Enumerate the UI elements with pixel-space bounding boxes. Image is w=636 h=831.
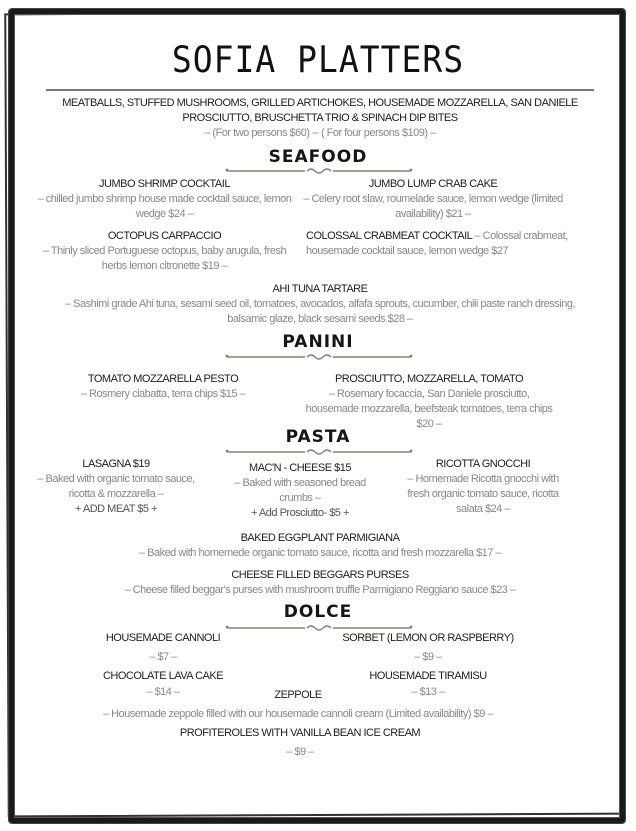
item-desc: – Housemade zeppole filled with our housemade cannoli cream (Limited availability) $9 –	[102, 708, 493, 720]
item-addon: + Add Prosciutto- $5 +	[251, 507, 349, 519]
item-name: PROFITEROLES WITH VANILLA BEAN ICE CREAM	[179, 727, 421, 739]
item-name: JUMBO SHRIMP COCKTAIL	[99, 178, 230, 190]
item-name: AHI TUNA TARTARE	[272, 283, 368, 295]
item-name: RICOTTA GNOCCHI	[435, 458, 531, 470]
item-name: LASAGNA $19	[82, 458, 150, 470]
menu-item-zeppole-name	[248, 688, 348, 703]
menu-item	[46, 568, 594, 598]
item-desc: – Baked with homemede organic tomato sauce, ricotta and fresh mozzarella $17 –	[138, 547, 502, 559]
item-name: HOUSEMADE CANNOLI	[105, 632, 221, 644]
item-desc: – Baked with seasoned bread crumbs –	[234, 477, 366, 504]
menu-item	[396, 457, 570, 517]
item-name: BAKED EGGPLANT PARMIGIANA	[240, 532, 400, 544]
item-price: – $13 –	[411, 686, 445, 698]
platter-items: MEATBALLS, STUFFED MUSHROOMS, GRILLED ARTICHOKES, HOUSEMADE MOZZARELLA, SAN DANIELE PROSCIUTTO, BRUSCHETTA TRIO & SPINACH DIP BITES	[62, 97, 578, 124]
section-heading-dolce: DOLCE	[283, 602, 353, 622]
item-desc: – Celery root slaw, roumelade sauce, lemon wedge (limited availability) $21 –	[303, 193, 563, 220]
item-desc: – Thinly sliced Portuguese octopus, baby arugula, fresh herbs lemon citronette $19 –	[42, 245, 287, 272]
item-addon: + ADD MEAT $5 +	[75, 503, 157, 515]
item-desc: – Homemade Ricotta gnocchi with fresh organic tomato sauce, ricotta salata $24 –	[407, 473, 559, 515]
menu-item-zeppole-desc	[40, 707, 556, 722]
menu-item	[63, 669, 263, 700]
item-price: – $14 –	[146, 686, 180, 698]
item-price: – $9 –	[414, 651, 442, 663]
platter-price: – (For two persons $60) -- ( For four persons $109) –	[204, 127, 436, 139]
menu-item	[304, 372, 554, 432]
menu-item	[306, 229, 576, 259]
item-desc: – Rosemary focaccia, San Daniele prosciutto, housemade mozzarella, beefsteak tomatoes, terra chips $20 –	[305, 388, 553, 430]
ornament-divider	[225, 166, 413, 176]
section-heading-panini: PANINI	[282, 332, 354, 352]
item-name: PROSCIUTTO, MOZZARELLA, TOMATO	[334, 373, 524, 385]
section-heading-seafood: SEAFOOD	[268, 147, 368, 167]
menu-item	[46, 531, 594, 561]
menu-item	[318, 631, 538, 665]
item-name: JUMBO LUMP CRAB CAKE	[368, 178, 498, 190]
item-name: MAC'N - CHEESE $15	[249, 462, 351, 474]
item-name: CHOCOLATE LAVA CAKE	[102, 670, 224, 682]
item-desc: – chilled jumbo shrimp house made cocktail sauce, lemon wedge $24 –	[37, 193, 292, 220]
section-heading-pasta: PASTA	[285, 427, 351, 447]
menu-item	[224, 461, 376, 521]
item-desc: – Colossal crabmeat, housemade cocktail sauce, lemon wedge $27	[306, 230, 568, 257]
item-desc: – Baked with organic tomato sauce, ricotta & mozzarella –	[37, 473, 195, 500]
item-price: – $7 –	[149, 651, 177, 663]
item-desc: – Rosmery ciabatta, terra chips $15 –	[80, 388, 246, 400]
item-name: SORBET (LEMON OR RASPBERRY)	[342, 632, 514, 644]
item-name: CHEESE FILLED BEGGARS PURSES	[231, 569, 409, 581]
item-name: COLOSSAL CRABMEAT COCKTAIL	[306, 230, 472, 242]
menu-item	[53, 372, 273, 402]
menu-item	[34, 457, 198, 517]
item-name: OCTOPUS CARPACCIO	[107, 230, 222, 242]
ornament-divider	[225, 352, 413, 362]
menu-title: SOFIA PLATTERS	[171, 38, 465, 81]
menu-item	[63, 631, 263, 665]
menu-item	[328, 669, 528, 700]
menu-item	[302, 177, 564, 222]
platter-block	[46, 96, 594, 141]
ornament-divider	[225, 447, 413, 457]
menu-item	[32, 229, 297, 274]
item-name: ZEPPOLE	[274, 689, 322, 701]
item-price: – $9 –	[286, 746, 314, 758]
item-desc: – Sashimi grade Ahi tuna, sesami seed oil, tomatoes, avocados, alfafa sprouts, cucumber, chili paste ranch dressing, balsamic glaze, black sesami seeds $28 –	[64, 298, 576, 325]
item-name: HOUSEMADE TIRAMISU	[369, 670, 487, 682]
title-rule	[46, 89, 594, 91]
menu-item	[46, 282, 594, 327]
menu-item	[130, 726, 470, 760]
item-name: TOMATO MOZZARELLA PESTO	[87, 373, 239, 385]
menu-item	[32, 177, 297, 222]
item-desc: – Cheese filled beggar's purses with mushroom truffle Parmigiano Reggiano sauce $23 –	[124, 584, 516, 596]
